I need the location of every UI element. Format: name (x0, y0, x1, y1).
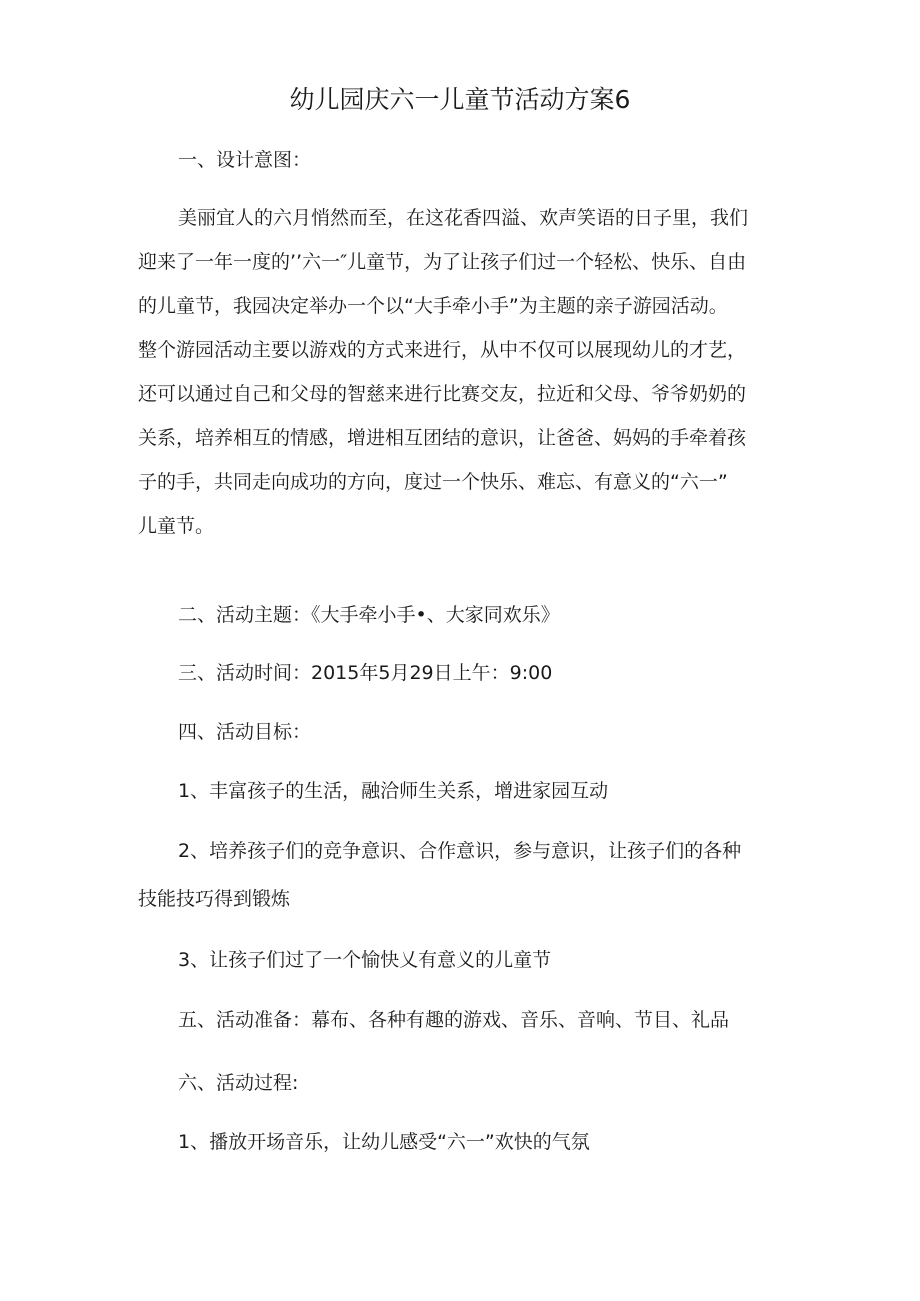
intro-line: 美丽宜人的六月悄然而至，在这花香四溢、欢声笑语的日子里，我们 (178, 207, 749, 229)
goal-item-2-line-2: 技能技巧得到锻炼 (138, 888, 291, 910)
section-time: 三、活动时间：2015年5月29日上午：9:00 (178, 662, 553, 684)
intro-line: 的儿童节，我园决定举办一个以“大手牵小手”为主题的亲子游园活动。 (138, 295, 728, 317)
goal-item-3: 3、让孩子们过了一个愉快乂有意义的儿童节 (178, 949, 552, 971)
intro-line: 关系，培养相互的情感，增进相互团结的意识，让爸爸、妈妈的手牵着孩 (138, 427, 747, 449)
document-title: 幼儿园庆六一儿童节活动方案6 (289, 85, 631, 114)
section-theme: 二、活动主题：《大手牵小手•、大家同欢乐》 (178, 604, 560, 626)
goal-item-1: 1、丰富孩子的生活，融洽师生关系，增进家园互动 (178, 780, 609, 802)
section-preparation: 五、活动准备：幕布、各种有趣的游戏、音乐、音响、节目、礼品 (178, 1009, 730, 1031)
intro-line: 子的手，共同走向成功的方向，度过一个快乐、难忘、有意义的“六一” (138, 471, 728, 493)
goal-item-2-line-1: 2、培养孩子们的竞争意识、合作意识，参与意识，让孩子们的各种 (178, 840, 742, 862)
section-process-heading: 六、活动过程: (178, 1072, 299, 1094)
section-design-intent-heading: 一、设计意图： (178, 149, 312, 171)
intro-line: 整个游园活动主要以游戏的方式来进行，从中不仅可以展现幼儿的才艺， (138, 339, 747, 361)
intro-paragraph (138, 203, 783, 555)
intro-line: 迎来了一年一度的’’六一″儿童节，为了让孩子们过一个轻松、快乐、自由 (138, 251, 747, 273)
section-goals-heading: 四、活动目标： (178, 721, 312, 743)
intro-line: 儿童节。 (138, 515, 215, 537)
intro-line: 还可以通过自己和父母的智慈来进行比赛交友，拉近和父母、爷爷奶奶的 (138, 383, 747, 405)
process-step-1: 1、播放开场音乐，让幼儿感受“六一”欢快的气氛 (178, 1131, 590, 1153)
